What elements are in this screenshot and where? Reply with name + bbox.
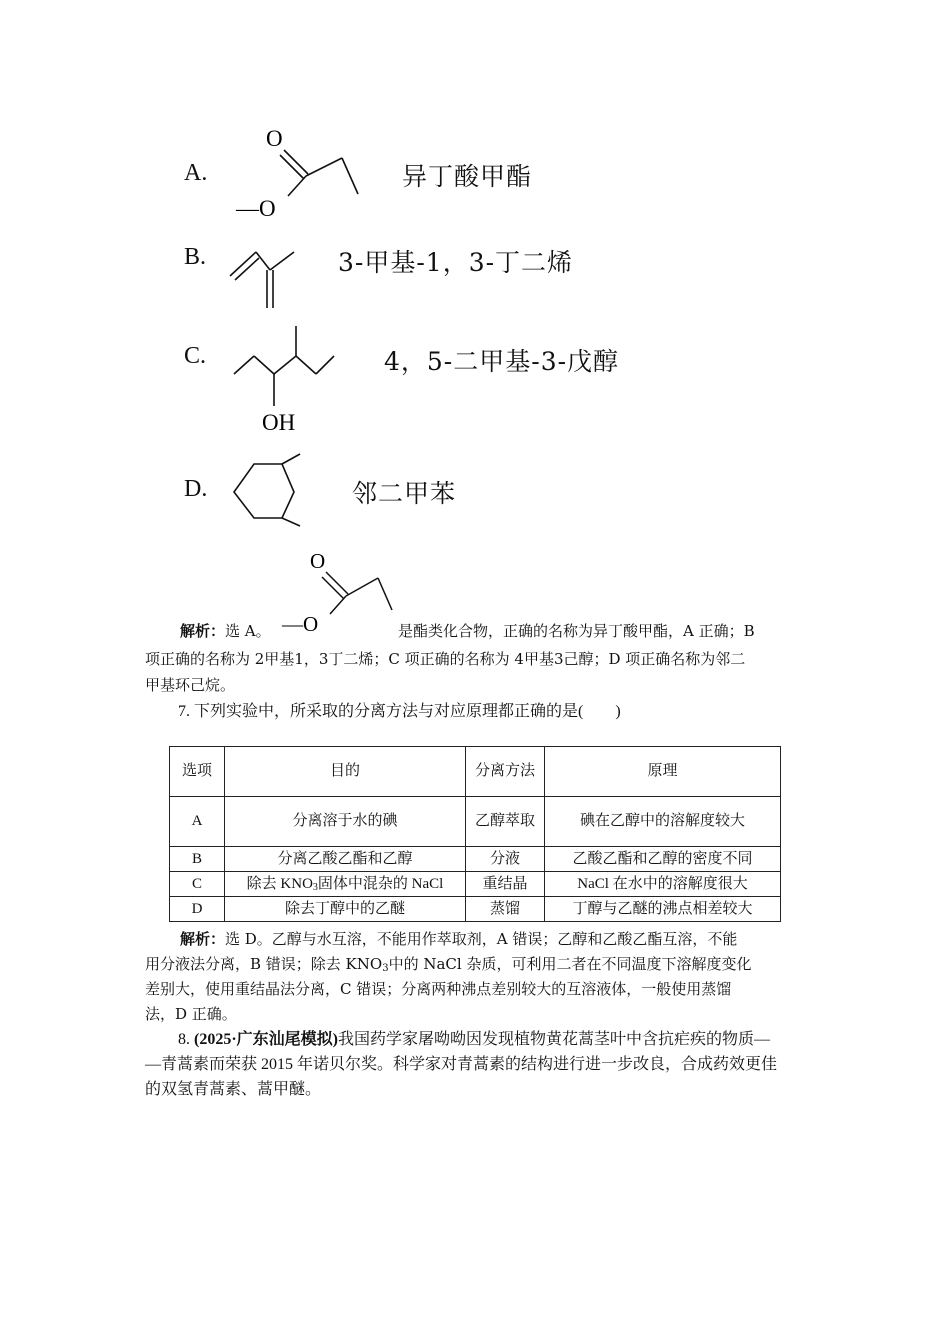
separation-table xyxy=(169,746,781,922)
header-principle: 原理 xyxy=(545,747,781,797)
question-8-line3: 的双氢青蒿素、蒿甲醚。 xyxy=(145,1081,322,1098)
question-8-line2: —青蒿素而荣获 2015 年诺贝尔奖。科学家对青蒿素的结构进行进一步改良，合成药效更佳 xyxy=(145,1056,778,1073)
question-7: 7. 下列实验中，所采取的分离方法与对应原理都正确的是( ) xyxy=(178,703,621,720)
option-d-name: 邻二甲苯 xyxy=(352,479,457,508)
option-c-structure xyxy=(228,324,340,436)
analysis-6-line3: 甲基环己烷。 xyxy=(145,676,236,694)
ester-oxygen-label: —O xyxy=(236,196,276,221)
option-b-name: 3-甲基-1，3-丁二烯 xyxy=(338,248,574,277)
table-row: A 分离溶于水的碘 乙醇萃取 碘在乙醇中的溶解度较大 xyxy=(170,797,781,847)
analysis-6-line2: 项正确的名称为 2甲基1，3丁二烯；C 项正确的名称为 4甲基3己醇；D 项正确名称为邻二 xyxy=(145,650,746,668)
header-purpose: 目的 xyxy=(225,747,466,797)
analysis-6-line1-rest: 是酯类化合物，正确的名称为异丁酸甲酯，A 正确；B xyxy=(398,622,755,640)
option-a-letter: A. xyxy=(184,160,208,186)
option-d-letter: D. xyxy=(184,476,208,502)
table-row: C 除去 $KNO_3$固体中混杂的 NaCl 重结晶 NaCl 在水中的溶解度很大 xyxy=(170,872,781,897)
table-row: D 除去丁醇中的乙醚 蒸馏 丁醇与乙醚的沸点相差较大 xyxy=(170,897,781,922)
option-d-structure xyxy=(228,452,310,528)
analysis-7-line1: 解析：选 D。乙醇与水互溶，不能用作萃取剂，A 错误；乙醇和乙酸乙酯互溶，不能 xyxy=(180,930,738,948)
table-row: B 分离乙酸乙酯和乙醇 分液 乙酸乙酯和乙醇的密度不同 xyxy=(170,847,781,872)
option-c-name: 4，5-二甲基-3-戊醇 xyxy=(384,347,620,376)
header-method: 分离方法 xyxy=(466,747,545,797)
option-a-structure xyxy=(230,122,370,222)
table-header-row xyxy=(170,747,781,797)
analysis-7-line3: 差别大，使用重结晶法分离，C 错误；分离两种沸点差别较大的互溶液体，一般使用蒸馏 xyxy=(145,980,732,998)
option-a-name: 异丁酸甲酯 xyxy=(402,162,533,191)
analysis-ester-oxygen: —O xyxy=(282,612,319,636)
analysis-label: 解析： xyxy=(180,622,226,640)
row-c-purpose: 除去 $KNO_3$固体中混杂的 NaCl xyxy=(225,872,466,897)
option-b-letter: B. xyxy=(184,244,207,270)
analysis-7-line4: 法，D 正确。 xyxy=(145,1005,237,1023)
analysis-6-line1: 解析：选 A。 是酯类化合物，正确的名称为异丁酸甲酯，A 正确；B xyxy=(180,620,820,643)
hydroxyl-label: OH xyxy=(262,410,296,435)
carbonyl-oxygen-label: O xyxy=(266,126,283,151)
analysis-carbonyl-oxygen: O xyxy=(310,549,326,573)
option-b-structure xyxy=(226,246,306,312)
option-c-letter: C. xyxy=(184,343,207,369)
analysis-7-line2: 用分液法分离，B 错误；除去 $KNO_3$中的 NaCl 杂质，可利用二者在不同温度下溶解度变化 xyxy=(145,955,752,974)
question-8-line1: 8. (2025·广东汕尾模拟)我国药学家屠呦呦因发现植物黄花蒿茎叶中含抗疟疾的物质— xyxy=(178,1031,771,1048)
header-option: 选项 xyxy=(170,747,225,797)
